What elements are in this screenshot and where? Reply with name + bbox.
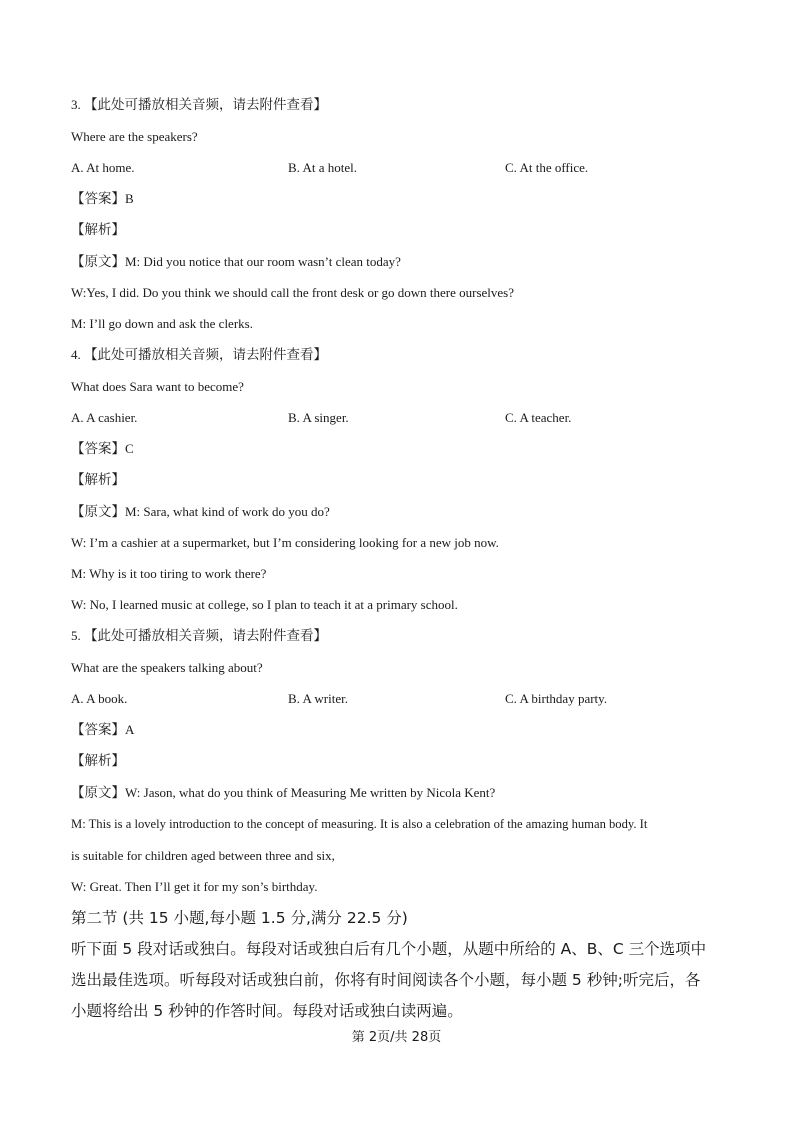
q5-audio-note: 【此处可播放相关音频，请去附件查看】 xyxy=(84,628,327,644)
q3-transcript-line xyxy=(71,254,401,270)
q4-line-1: M: Sara, what kind of work do you do? xyxy=(125,504,330,519)
q5-analysis-tag: 【解析】 xyxy=(71,753,125,769)
q5-option-c: C. A birthday party. xyxy=(505,691,608,706)
page-footer: 第 2页/共 28页 xyxy=(351,1030,442,1045)
q4-line-3: M: Why is it too tiring to work there? xyxy=(71,566,267,581)
q5-line-2: M: This is a lovely introduction to the concept of measuring. It is also a celebration of the amazing human body. It xyxy=(71,817,648,831)
q3-line-1: M: Did you notice that our room wasn’t clean today? xyxy=(125,254,401,269)
q5-option-b: B. A writer. xyxy=(288,691,348,706)
q5-original-tag: 【原文】 xyxy=(71,785,125,801)
q5-line-1: W: Jason, what do you think of Measuring Me written by Nicola Kent? xyxy=(125,785,496,800)
q5-transcript-line xyxy=(71,785,495,801)
q5-line-4: W: Great. Then I’ll get it for my son’s birthday. xyxy=(71,879,318,894)
q3-option-a: A. At home. xyxy=(71,160,135,175)
q3-audio-note: 【此处可播放相关音频，请去附件查看】 xyxy=(84,97,327,113)
q4-original-tag: 【原文】 xyxy=(71,504,125,520)
q3-answer xyxy=(71,191,134,207)
q3-header xyxy=(71,97,327,113)
q3-number: 3. xyxy=(71,97,81,112)
q4-audio-note: 【此处可播放相关音频，请去附件查看】 xyxy=(84,347,327,363)
q3-line-3: M: I’ll go down and ask the clerks. xyxy=(71,316,253,331)
q4-header xyxy=(71,347,327,363)
section-instruction-2: 选出最佳选项。听每段对话或独白前，你将有时间阅读各个小题，每小题 5 秒钟;听完后，各 xyxy=(71,971,701,989)
q3-answer-value: B xyxy=(125,191,134,206)
q5-number: 5. xyxy=(71,628,81,643)
q4-option-a: A. A cashier. xyxy=(71,410,138,425)
q4-option-b: B. A singer. xyxy=(288,410,349,425)
q3-option-b: B. At a hotel. xyxy=(288,160,357,175)
q4-line-2: W: I’m a cashier at a supermarket, but I’m considering looking for a new job now. xyxy=(71,535,499,550)
q4-option-c: C. A teacher. xyxy=(505,410,572,425)
q4-answer-value: C xyxy=(125,441,134,456)
q4-answer xyxy=(71,441,134,457)
q5-answer-tag: 【答案】 xyxy=(71,722,125,738)
section-instruction-3: 小题将给出 5 秒钟的作答时间。每段对话或独白读两遍。 xyxy=(71,1002,463,1020)
q5-answer-value: A xyxy=(125,722,135,737)
q3-option-c: C. At the office. xyxy=(505,160,589,175)
q3-question: Where are the speakers? xyxy=(71,129,198,144)
q4-transcript-line xyxy=(71,504,330,520)
q5-question: What are the speakers talking about? xyxy=(71,660,263,675)
q5-header xyxy=(71,628,327,644)
q4-number: 4. xyxy=(71,347,81,362)
q4-question: What does Sara want to become? xyxy=(71,379,244,394)
q3-original-tag: 【原文】 xyxy=(71,254,125,270)
section-title: 第二节 (共 15 小题,每小题 1.5 分,满分 22.5 分) xyxy=(71,909,408,927)
q4-answer-tag: 【答案】 xyxy=(71,441,125,457)
q3-line-2: W:Yes, I did. Do you think we should call the front desk or go down there ourselves? xyxy=(71,285,515,300)
q3-answer-tag: 【答案】 xyxy=(71,191,125,207)
q4-analysis-tag: 【解析】 xyxy=(71,472,125,488)
q3-analysis-tag: 【解析】 xyxy=(71,222,125,238)
q4-line-4: W: No, I learned music at college, so I plan to teach it at a primary school. xyxy=(71,597,458,612)
q5-option-a: A. A book. xyxy=(71,691,128,706)
q5-line-3: is suitable for children aged between three and six, xyxy=(71,848,335,863)
q5-answer xyxy=(71,722,134,738)
section-instruction-1: 听下面 5 段对话或独白。每段对话或独白后有几个小题，从题中所给的 A、B、C 三个选项中 xyxy=(71,940,707,958)
